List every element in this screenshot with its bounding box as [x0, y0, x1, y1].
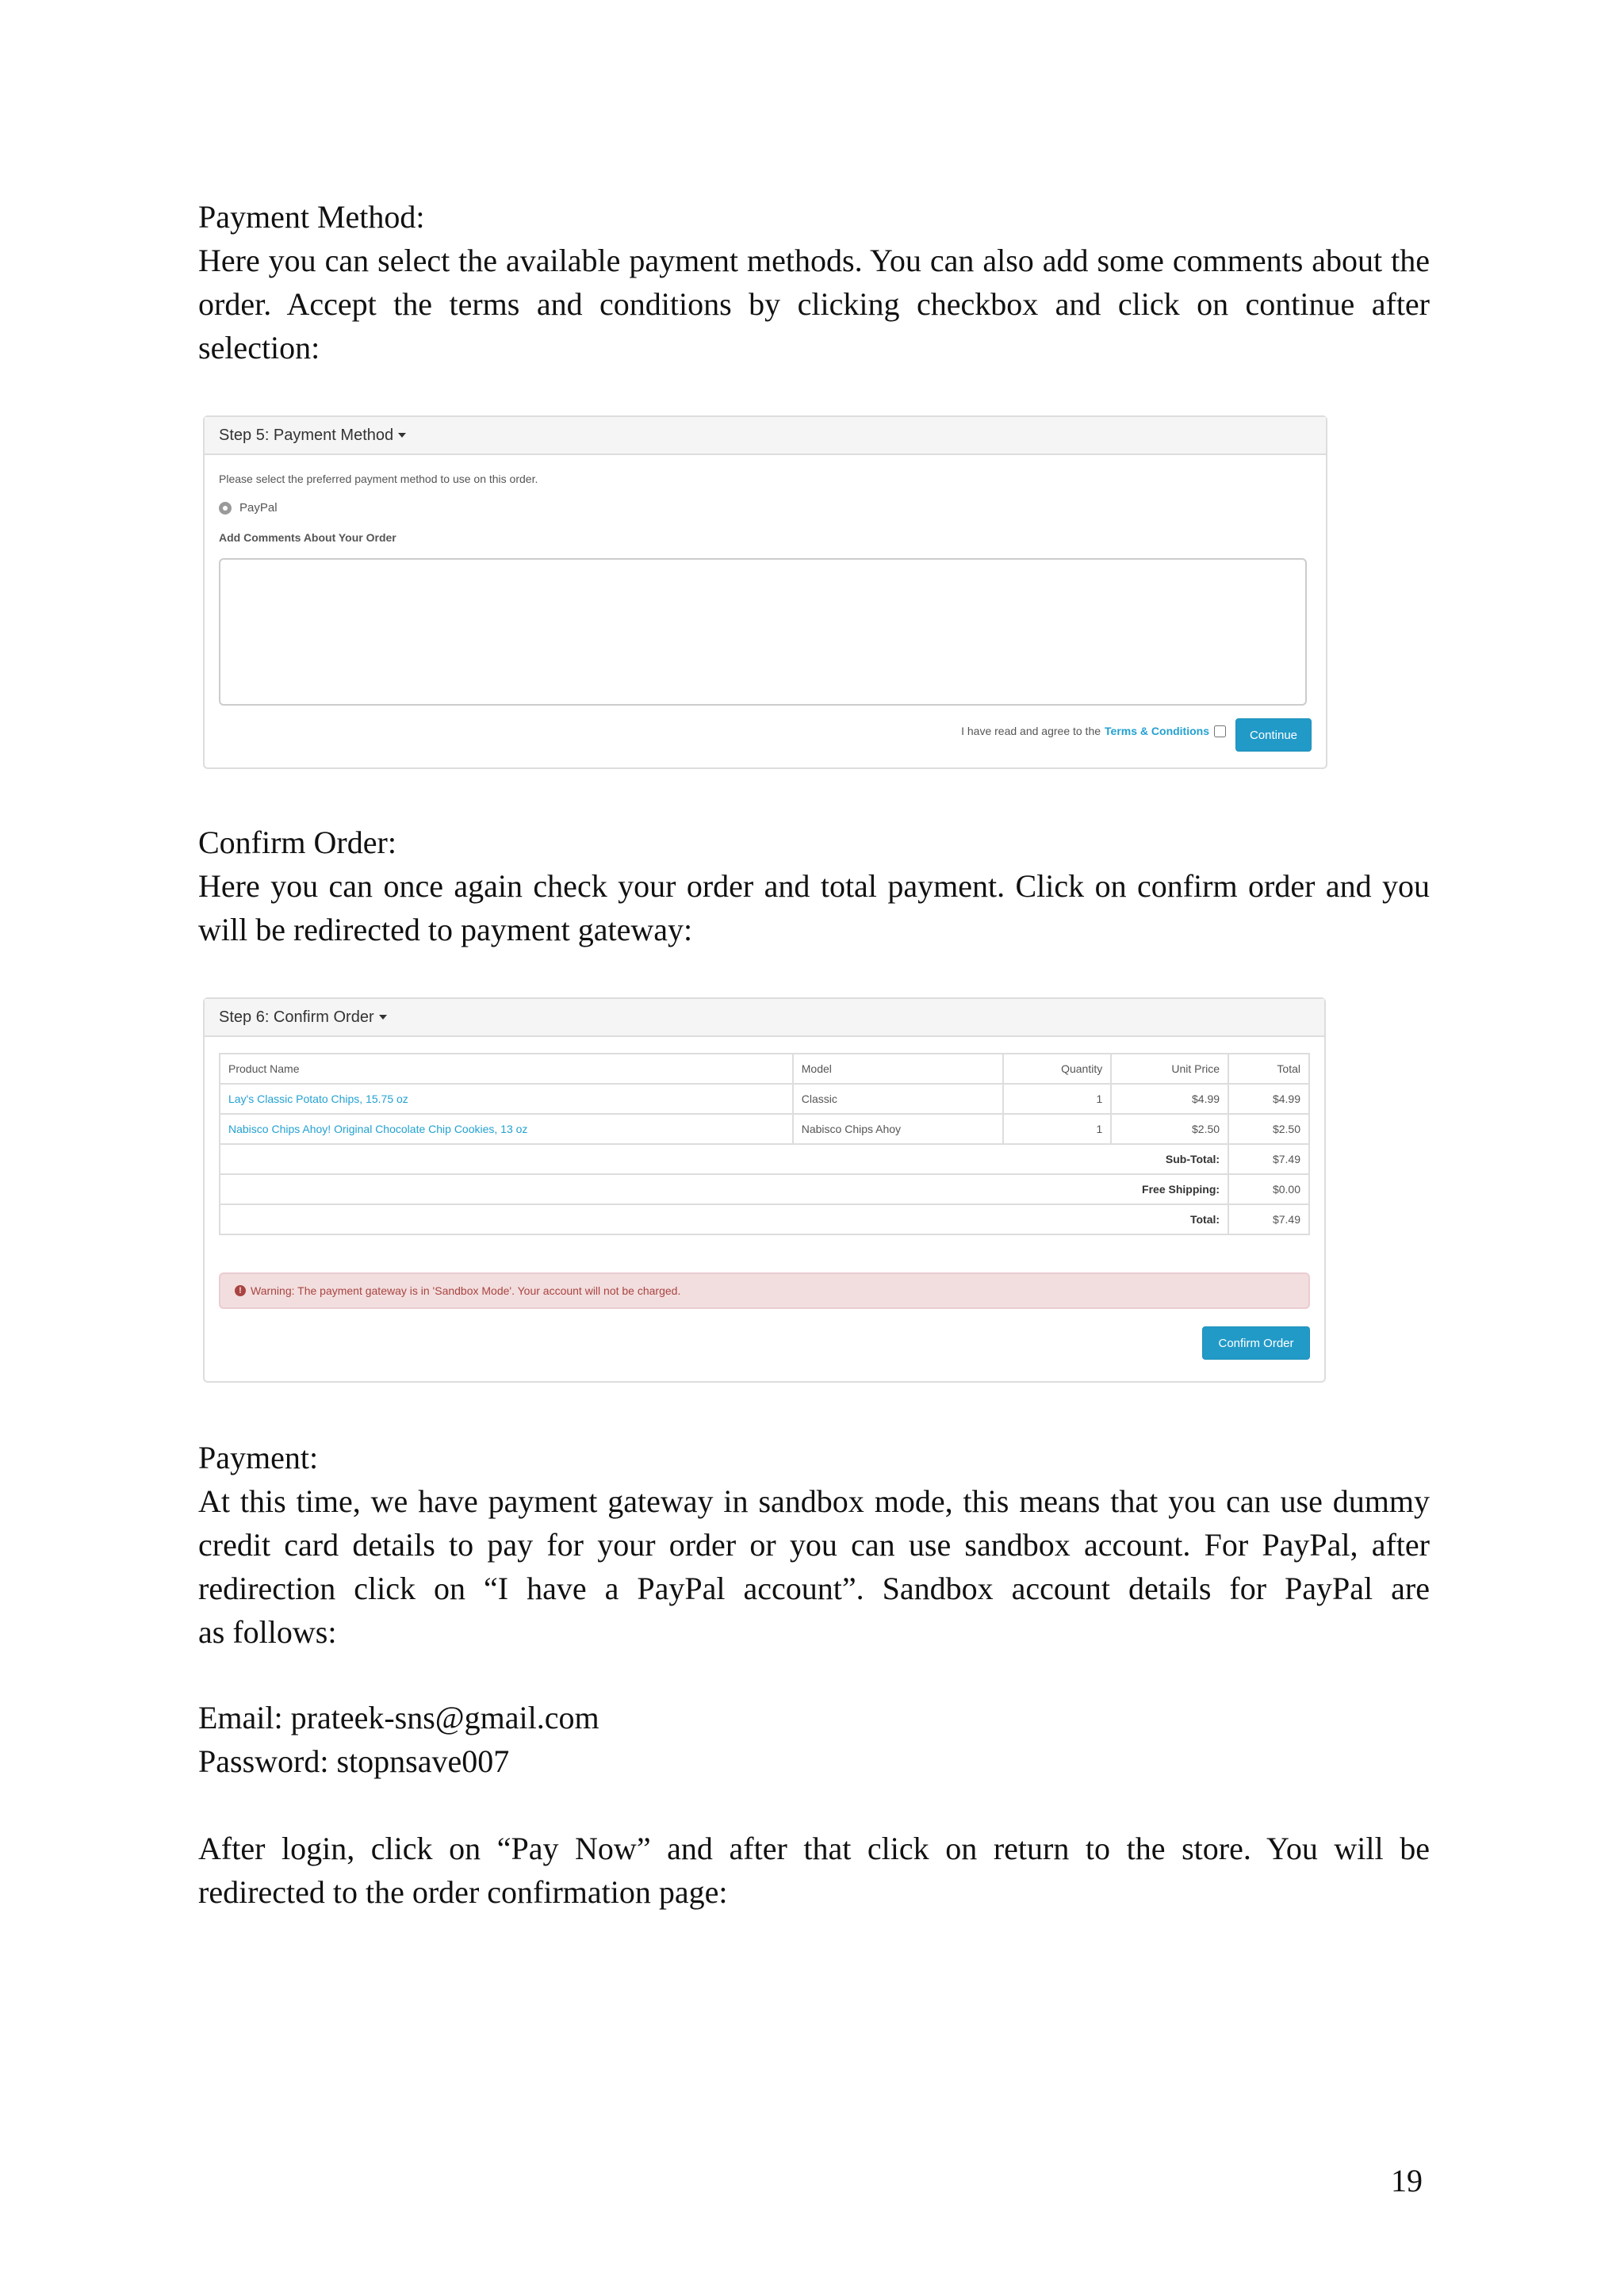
total-value: $7.49 [1228, 1204, 1309, 1234]
step5-panel [203, 415, 1327, 769]
col-unit-price: Unit Price [1111, 1054, 1228, 1084]
payment-text-end: as follows: [198, 1614, 337, 1650]
total-row [220, 1204, 1309, 1234]
product-quantity: 1 [1003, 1084, 1111, 1114]
payment-method-heading: Payment Method: [198, 199, 425, 235]
sandbox-email: Email: prateek-sns@gmail.com [198, 1700, 599, 1735]
step5-title: Step 5: Payment Method [219, 426, 394, 444]
sandbox-password: Password: stopnsave007 [198, 1743, 510, 1779]
product-total: $4.99 [1228, 1084, 1309, 1114]
terms-link[interactable]: Terms & Conditions [1105, 725, 1209, 737]
product-total: $2.50 [1228, 1114, 1309, 1144]
comments-textarea[interactable] [219, 558, 1307, 706]
exclamation-circle-icon: ! [235, 1285, 246, 1296]
step6-title: Step 6: Confirm Order [219, 1008, 374, 1026]
product-link[interactable]: Nabisco Chips Ahoy! Original Chocolate Chip Cookies, 13 oz [228, 1123, 528, 1135]
payment-text: At this time, we have payment gateway in sandbox mode, this means that you can use dummy credit card details to pay for your order or you can use sandbox account. For PayPal, after redirection click on “I have a PayPal account”. Sandbox account details for PayPal are [198, 1483, 1430, 1606]
shipping-label: Free Shipping: [220, 1174, 1228, 1204]
payment-paragraph [198, 1479, 1430, 1654]
payment-method-paragraph [198, 239, 1430, 369]
confirm-order-text-end: will be redirected to payment gateway: [198, 912, 693, 947]
order-table [219, 1053, 1310, 1235]
product-link[interactable]: Lay's Classic Potato Chips, 15.75 oz [228, 1093, 408, 1105]
total-label: Total: [220, 1204, 1228, 1234]
confirm-order-heading: Confirm Order: [198, 825, 396, 860]
confirm-order-text: Here you can once again check your order and total payment. Click on confirm order and you [198, 868, 1430, 904]
shipping-value: $0.00 [1228, 1174, 1309, 1204]
after-login-text-end: redirected to the order confirmation page: [198, 1874, 728, 1910]
subtotal-row [220, 1144, 1309, 1174]
subtotal-value: $7.49 [1228, 1144, 1309, 1174]
sandbox-warning-alert [219, 1272, 1310, 1309]
terms-checkbox[interactable] [1214, 725, 1226, 737]
caret-down-icon [398, 433, 406, 438]
table-row [220, 1114, 1309, 1144]
payment-description: Please select the preferred payment method to use on this order. [219, 473, 538, 485]
product-unit-price: $2.50 [1111, 1114, 1228, 1144]
caret-down-icon [379, 1015, 387, 1020]
agree-text: I have read and agree to the [961, 725, 1101, 737]
payment-method-text: Here you can select the available payment methods. You can also add some comments about the order. Accept the terms and conditions by clicking checkbox and click on continue after [198, 243, 1430, 322]
product-unit-price: $4.99 [1111, 1084, 1228, 1114]
step5-heading[interactable] [205, 417, 1326, 455]
continue-button[interactable]: Continue [1235, 718, 1312, 752]
shipping-row [220, 1174, 1309, 1204]
after-login-text: After login, click on “Pay Now” and after that click on return to the store. You will be [198, 1831, 1430, 1866]
col-total: Total [1228, 1054, 1309, 1084]
subtotal-label: Sub-Total: [220, 1144, 1228, 1174]
confirm-order-button[interactable]: Confirm Order [1202, 1326, 1310, 1360]
table-header-row [220, 1054, 1309, 1084]
col-model: Model [793, 1054, 1004, 1084]
confirm-order-paragraph [198, 864, 1430, 951]
product-model: Classic [793, 1084, 1004, 1114]
step6-panel [203, 997, 1326, 1383]
terms-agreement [961, 725, 1226, 737]
warning-text: Warning: The payment gateway is in 'Sandbox Mode'. Your account will not be charged. [251, 1284, 681, 1297]
radio-selected-icon [219, 502, 232, 515]
after-login-paragraph [198, 1827, 1430, 1914]
product-model: Nabisco Chips Ahoy [793, 1114, 1004, 1144]
product-quantity: 1 [1003, 1114, 1111, 1144]
payment-heading: Payment: [198, 1440, 319, 1475]
comments-label: Add Comments About Your Order [219, 531, 396, 544]
paypal-label: PayPal [239, 501, 278, 515]
page-number: 19 [1391, 2163, 1423, 2198]
paypal-radio[interactable] [219, 501, 278, 515]
step6-heading[interactable] [205, 999, 1324, 1037]
col-quantity: Quantity [1003, 1054, 1111, 1084]
payment-method-text-end: selection: [198, 330, 320, 365]
col-product-name: Product Name [220, 1054, 793, 1084]
table-row [220, 1084, 1309, 1114]
